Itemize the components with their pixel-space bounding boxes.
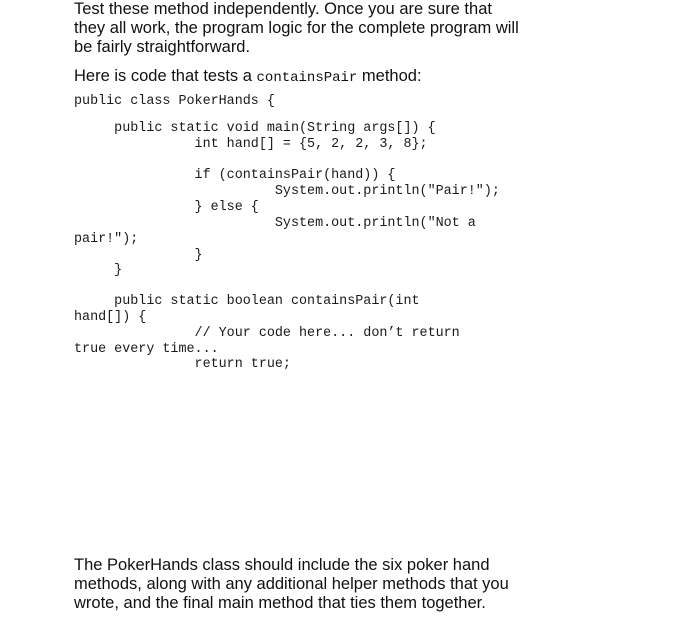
code-line-pair-continued: pair!"); [74,232,139,247]
code-line-class-decl: public class PokerHands { [74,94,275,109]
code-line-comment-continued: true every time... [74,342,219,357]
tests-sentence [74,67,524,88]
code-line-print-pair: System.out.println("Pair!"); [74,184,500,199]
code-line-hand-array: int hand[] = {5, 2, 2, 3, 8}; [74,137,428,152]
intro-paragraph: Test these method independently. Once you are sure that they all work, the program logic for the complete program will be fairly straightforward. [74,0,519,56]
closing-paragraph: The PokerHands class should include the six poker hand methods, along with any additional helper methods that you wrote, and the final main method that ties them together. [74,556,509,612]
code-line-else: } else { [74,200,259,215]
code-line-print-not-a: System.out.println("Not a [74,216,476,231]
code-line-close-main: } [74,263,123,278]
code-line-close-else: } [74,248,203,263]
tests-sentence-before: Here is code that tests a [74,67,257,85]
tests-sentence-after: method: [357,67,422,85]
code-line-main-decl: public static void main(String args[]) { [74,121,436,136]
inline-code-containspair: containsPair [256,70,358,86]
code-line-comment: // Your code here... don’t return [74,326,460,341]
code-line-return-true: return true; [74,357,291,372]
code-line-if: if (containsPair(hand)) { [74,168,396,183]
code-line-hand-param: hand[]) { [74,310,147,325]
code-line-containspair-decl: public static boolean containsPair(int [74,294,420,309]
